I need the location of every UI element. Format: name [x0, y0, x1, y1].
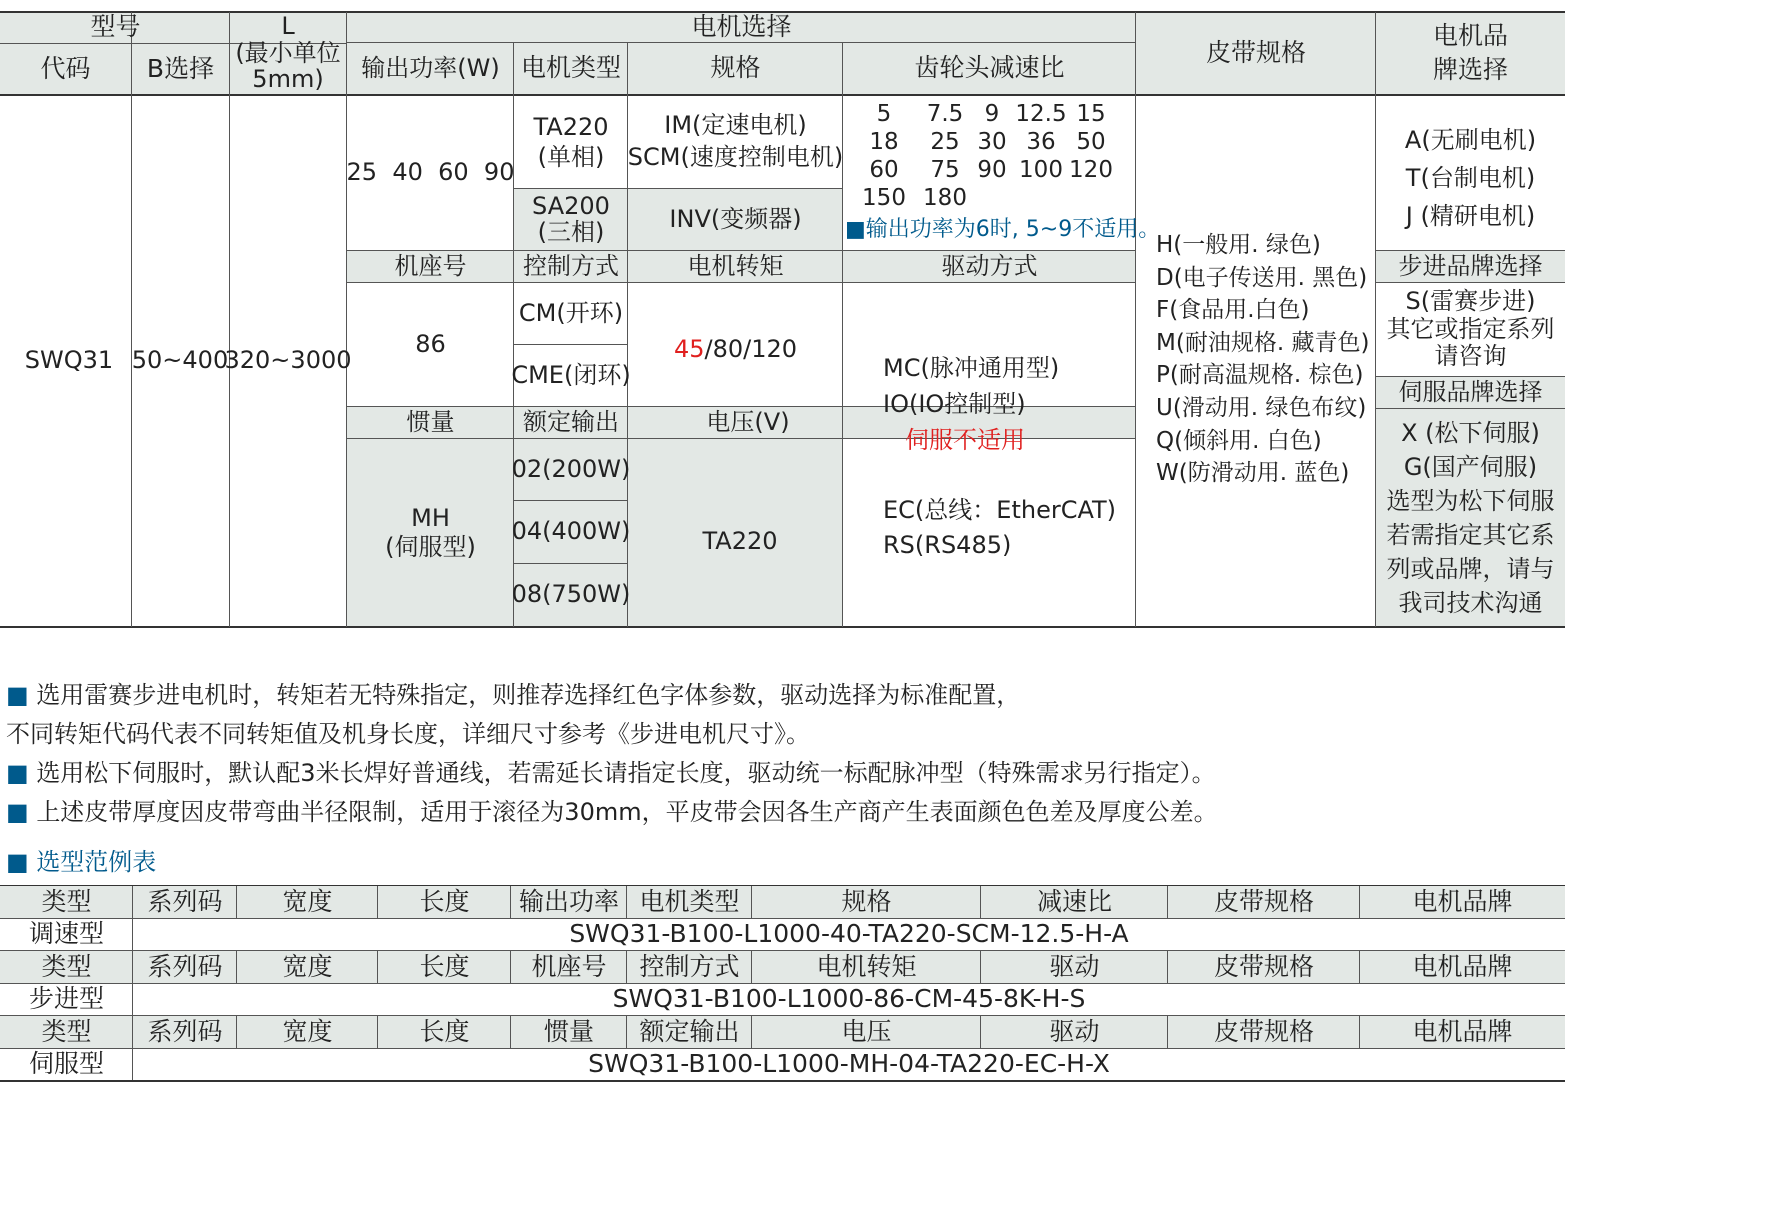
cell-control-cm: CM(开环)	[518, 298, 624, 327]
example-type-cell: 调速型	[28, 919, 104, 949]
header-l-line2: (最小单位	[235, 38, 341, 67]
example-header-cell: 类型	[41, 1016, 92, 1046]
ta220-label: TA220	[533, 112, 609, 141]
single-phase-label: (单相)	[537, 142, 605, 171]
header-control: 控制方式	[523, 251, 619, 280]
ratio-note: ■输出功率为6时, 5~9不适用。	[845, 217, 1161, 242]
spec-scm: SCM(速度控制电机)	[627, 142, 844, 171]
example-header-cell: 机座号	[531, 951, 607, 981]
stepper-brand-other: 其它或指定系列	[1386, 314, 1555, 343]
belt-f: F(食品用.白色)	[1156, 297, 1310, 324]
gear-ratio-value: 30	[977, 129, 1007, 156]
gear-ratio-value: 100	[1019, 157, 1063, 184]
header-inertia: 惯量	[406, 407, 455, 436]
example-header-cell: 驱动	[1049, 951, 1100, 981]
header-torque: 电机转矩	[687, 251, 784, 280]
note-3	[6, 792, 1218, 827]
note-1	[6, 675, 1020, 710]
header-output-power: 输出功率(W)	[361, 53, 500, 82]
example-header-cell: 电压	[841, 1016, 892, 1046]
example-header-cell: 电机类型	[639, 886, 740, 916]
drive-ec: EC(总线：EtherCAT)	[883, 496, 1117, 524]
example-header-cell: 宽度	[282, 1016, 333, 1046]
gear-ratio-value: 75	[930, 157, 960, 184]
cell-spec-inv: INV(变频器)	[669, 204, 802, 233]
example-header-cell: 皮带规格	[1213, 951, 1314, 981]
drive-io: IO(IO控制型)	[883, 390, 1026, 418]
gear-ratio-value: 18	[869, 129, 899, 156]
example-header-cell: 皮带规格	[1213, 1016, 1314, 1046]
note-bullet-icon: ■	[6, 848, 37, 876]
note-1-text: 选用雷赛步进电机时，转矩若无特殊指定，则推荐选择红色字体参数，驱动选择为标准配置，	[36, 681, 1021, 709]
header-frame: 机座号	[394, 251, 467, 280]
example-header-cell: 额定输出	[639, 1016, 740, 1046]
header-spec: 规格	[710, 53, 761, 83]
gear-ratio-value: 50	[1076, 129, 1106, 156]
note-1b-text: 不同转矩代码代表不同转矩值及机身长度，详细尺寸参考《步进电机尺寸》。	[6, 720, 810, 748]
header-gear-ratio: 齿轮头减速比	[914, 53, 1065, 83]
cell-rated-02: 02(200W)	[511, 454, 631, 483]
gear-ratio-value: 36	[1026, 129, 1056, 156]
inertia-mh: MH	[411, 503, 450, 532]
cell-torque	[628, 283, 843, 417]
gear-ratio-value: 9	[984, 101, 1000, 128]
gear-ratio-value: 7.5	[926, 101, 964, 128]
example-header-cell: 输出功率	[518, 886, 619, 916]
header-brand-line2: 牌选择	[1432, 55, 1508, 84]
servo-brand-note-3: 列或品牌，请与	[1386, 554, 1555, 583]
example-header-cell: 规格	[841, 886, 892, 916]
belt-p: P(耐高温规格. 棕色)	[1156, 362, 1364, 389]
example-header-cell: 电机品牌	[1412, 886, 1513, 916]
cell-brand-ac	[1376, 118, 1565, 238]
example-header-cell: 系列码	[147, 951, 223, 981]
three-phase-label: (三相)	[537, 217, 605, 246]
cell-l-range: 320~3000	[224, 345, 352, 374]
cell-powers: 25 40 60 90	[346, 157, 515, 186]
header-voltage: 电压(V)	[706, 407, 790, 436]
example-header-cell: 减速比	[1036, 886, 1112, 916]
belt-u: U(滑动用. 绿色布纹)	[1156, 394, 1367, 421]
example-header-cell: 宽度	[282, 886, 333, 916]
brand-t: T(台制电机)	[1405, 164, 1536, 192]
gear-ratio-value: 15	[1076, 101, 1106, 128]
servo-brand-note-1: 选型为松下伺服	[1386, 486, 1555, 515]
cell-servo-brand	[1376, 409, 1565, 626]
header-b: B选择	[146, 53, 215, 83]
example-header-cell: 类型	[41, 951, 92, 981]
example-header-cell: 驱动	[1049, 1016, 1100, 1046]
header-drive: 驱动方式	[941, 251, 1038, 280]
servo-brand-note-2: 若需指定其它系	[1386, 520, 1555, 549]
servo-brand-x: X (松下伺服)	[1401, 418, 1540, 447]
note-bullet-icon: ■	[6, 681, 37, 709]
inertia-servo-type: (伺服型)	[385, 532, 476, 561]
header-motor-select: 电机选择	[691, 11, 792, 41]
header-rated: 额定输出	[523, 407, 619, 436]
header-l	[229, 12, 347, 94]
example-code-cell: SWQ31-B100-L1000-86-CM-45-8K-H-S	[612, 984, 1086, 1014]
example-header-cell: 宽度	[282, 951, 333, 981]
drive-list-2	[883, 493, 1116, 563]
note-bullet-icon: ■	[6, 798, 37, 826]
example-header-cell: 皮带规格	[1213, 886, 1314, 916]
gear-ratio-value: 120	[1069, 157, 1113, 184]
belt-d: D(电子传送用. 黑色)	[1156, 264, 1368, 291]
example-code-cell: SWQ31-B100-L1000-MH-04-TA220-EC-H-X	[588, 1049, 1110, 1079]
gear-ratio-value: 180	[923, 185, 967, 212]
servo-brand-note-4: 我司技术沟通	[1398, 588, 1543, 617]
cell-inertia	[347, 439, 514, 626]
servo-brand-g: G(国产伺服)	[1403, 452, 1538, 481]
belt-list	[1156, 229, 1369, 490]
cell-motor-type-ta220	[514, 95, 628, 188]
belt-w: W(防滑动用. 蓝色)	[1156, 460, 1350, 487]
example-header-cell: 电机品牌	[1412, 1016, 1513, 1046]
example-title-text: 选型范例表	[36, 848, 157, 876]
header-stepper-brand: 步进品牌选择	[1398, 251, 1543, 280]
note-2	[6, 753, 1216, 788]
cell-voltage: TA220	[702, 527, 778, 556]
example-header-cell: 长度	[419, 951, 470, 981]
brand-a: A(无刷电机)	[1404, 126, 1537, 154]
gear-ratio-value: 90	[977, 157, 1007, 184]
torque-others: /80/120	[704, 335, 798, 364]
sa200-label: SA200	[532, 192, 610, 221]
belt-h: H(一般用. 绿色)	[1156, 232, 1321, 258]
cell-spec-1	[628, 95, 843, 188]
example-header-cell: 电机转矩	[816, 951, 917, 981]
cell-b-range: 50~400	[131, 345, 229, 374]
note-3-text: 上述皮带厚度因皮带弯曲半径限制，适用于滚径为30mm，平皮带会因各生产商产生表面颜色色差及厚度公差。	[36, 798, 1218, 826]
example-header-cell: 长度	[419, 1016, 470, 1046]
belt-q: Q(倾斜用. 白色)	[1156, 427, 1322, 454]
stepper-brand-consult: 请咨询	[1434, 342, 1507, 371]
spec-im: IM(定速电机)	[664, 111, 807, 140]
cell-rated-04: 04(400W)	[511, 517, 631, 546]
example-header-cell: 系列码	[147, 1016, 223, 1046]
gear-ratio-value: 12.5	[1015, 101, 1067, 128]
example-code-cell: SWQ31-B100-L1000-40-TA220-SCM-12.5-H-A	[569, 919, 1129, 949]
gear-ratio-value: 5	[876, 101, 892, 128]
example-header-cell: 系列码	[147, 886, 223, 916]
header-brand-line1: 电机品	[1432, 21, 1508, 51]
cell-frame: 86	[415, 329, 446, 358]
example-header-cell: 控制方式	[639, 951, 740, 981]
header-servo-brand: 伺服品牌选择	[1398, 377, 1543, 406]
example-title	[6, 842, 156, 877]
header-code: 代码	[40, 53, 91, 83]
torque-recommended: 45	[673, 335, 705, 364]
drive-servo-note: 伺服不适用	[905, 426, 1025, 454]
header-motor-type: 电机类型	[520, 53, 621, 83]
brand-j: J (精研电机)	[1405, 202, 1536, 230]
gear-ratio-value: 150	[862, 185, 906, 212]
note-2-text: 选用松下伺服时，默认配3米长焊好普通线，若需延长请指定长度，驱动统一标配脉冲型（特殊需求另行指定）。	[36, 759, 1216, 787]
example-header-cell: 电机品牌	[1412, 951, 1513, 981]
belt-m: M(耐油规格. 藏青色)	[1156, 329, 1370, 356]
header-model: 型号	[90, 12, 141, 42]
cell-motor-type-sa200	[514, 189, 628, 250]
cell-stepper-brand	[1376, 283, 1565, 376]
header-l-line3: 5mm)	[252, 65, 324, 94]
example-type-cell: 伺服型	[28, 1049, 104, 1079]
header-l-line1: L	[281, 12, 295, 41]
gear-ratio-value: 25	[930, 129, 960, 156]
example-header-cell: 类型	[41, 886, 92, 916]
example-header-cell: 长度	[419, 886, 470, 916]
example-header-cell: 惯量	[543, 1016, 594, 1046]
gear-ratio-value: 60	[869, 157, 899, 184]
drive-mc: MC(脉冲通用型)	[883, 354, 1060, 382]
example-type-cell: 步进型	[28, 984, 104, 1014]
stepper-brand-s: S(雷赛步进)	[1405, 287, 1536, 316]
header-belt: 皮带规格	[1205, 37, 1306, 67]
cell-control-cme: CME(闭环)	[511, 360, 631, 389]
note-bullet-icon: ■	[6, 759, 37, 787]
cell-code: SWQ31	[24, 345, 114, 374]
cell-rated-08: 08(750W)	[511, 580, 631, 609]
drive-rs: RS(RS485)	[883, 531, 1012, 559]
header-brand	[1376, 12, 1565, 94]
drive-list	[883, 350, 1059, 458]
